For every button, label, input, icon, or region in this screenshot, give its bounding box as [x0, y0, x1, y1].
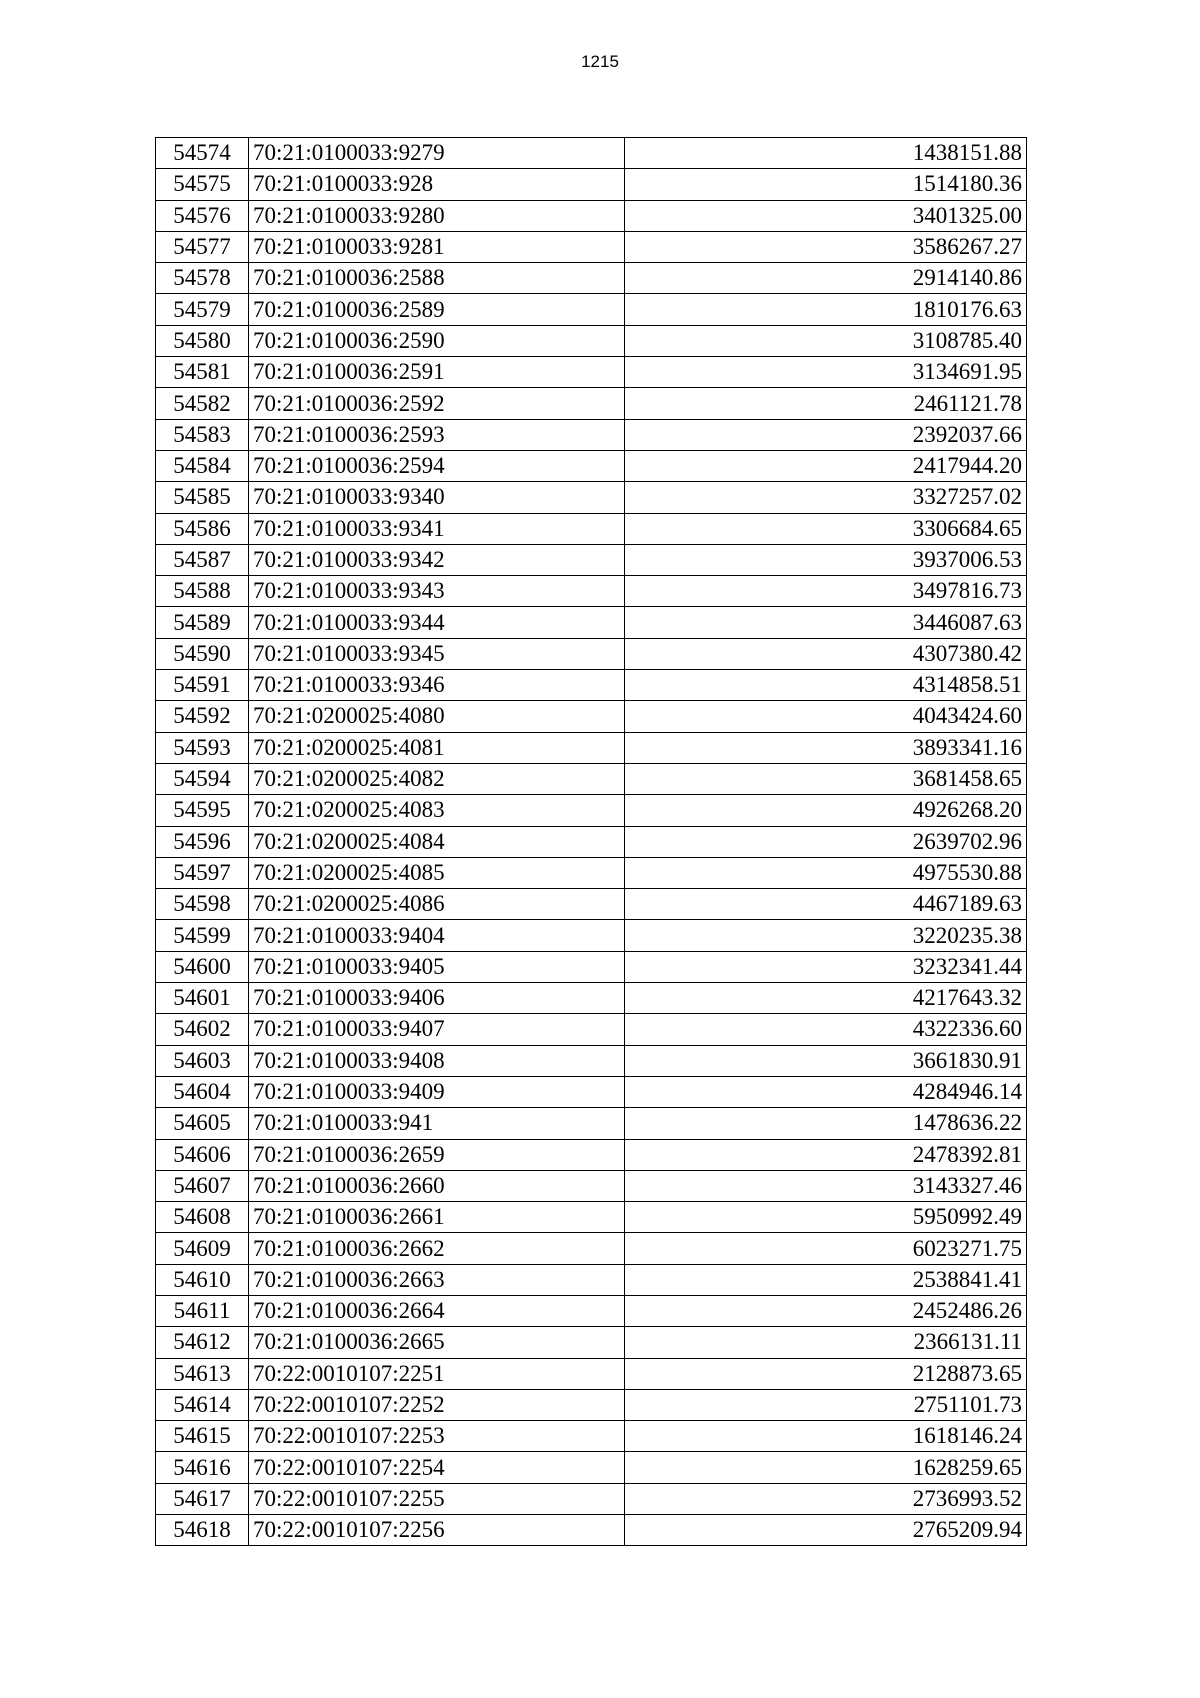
- row-number-cell: 54596: [156, 826, 249, 857]
- cadastral-value-cell: 2736993.52: [625, 1483, 1027, 1514]
- row-number-cell: 54610: [156, 1264, 249, 1295]
- row-number-cell: 54611: [156, 1295, 249, 1326]
- row-number-cell: 54600: [156, 951, 249, 982]
- cadastral-number-cell: 70:21:0100033:9341: [249, 513, 625, 544]
- cadastral-value-cell: 2751101.73: [625, 1389, 1027, 1420]
- cadastral-number-cell: 70:21:0100033:9342: [249, 544, 625, 575]
- cadastral-number-cell: 70:21:0200025:4081: [249, 732, 625, 763]
- cadastral-number-cell: 70:22:0010107:2251: [249, 1358, 625, 1389]
- table-row: [156, 200, 1027, 231]
- row-number-cell: 54583: [156, 419, 249, 450]
- table-row: [156, 1483, 1027, 1514]
- table-row: [156, 544, 1027, 575]
- cadastral-value-cell: 2914140.86: [625, 263, 1027, 294]
- cadastral-number-cell: 70:21:0100033:9405: [249, 951, 625, 982]
- table-row: [156, 1295, 1027, 1326]
- cadastral-number-cell: 70:21:0100036:2590: [249, 325, 625, 356]
- table-row: [156, 482, 1027, 513]
- cadastral-value-cell: 3108785.40: [625, 325, 1027, 356]
- cadastral-value-cell: 3446087.63: [625, 607, 1027, 638]
- cadastral-number-cell: 70:21:0200025:4080: [249, 701, 625, 732]
- table-row: [156, 294, 1027, 325]
- cadastral-number-cell: 70:21:0100033:9409: [249, 1076, 625, 1107]
- table-row: [156, 889, 1027, 920]
- cadastral-value-cell: 3220235.38: [625, 920, 1027, 951]
- cadastral-value-cell: 2128873.65: [625, 1358, 1027, 1389]
- cadastral-value-cell: 1810176.63: [625, 294, 1027, 325]
- cadastral-number-cell: 70:21:0100036:2660: [249, 1170, 625, 1201]
- cadastral-number-cell: 70:21:0100036:2589: [249, 294, 625, 325]
- row-number-cell: 54597: [156, 857, 249, 888]
- row-number-cell: 54585: [156, 482, 249, 513]
- cadastral-number-cell: 70:21:0100036:2664: [249, 1295, 625, 1326]
- row-number-cell: 54581: [156, 357, 249, 388]
- row-number-cell: 54580: [156, 325, 249, 356]
- row-number-cell: 54599: [156, 920, 249, 951]
- row-number-cell: 54603: [156, 1045, 249, 1076]
- cadastral-value-cell: 1628259.65: [625, 1452, 1027, 1483]
- cadastral-number-cell: 70:21:0100033:9407: [249, 1014, 625, 1045]
- cadastral-number-cell: 70:21:0100036:2588: [249, 263, 625, 294]
- cadastral-value-cell: 2392037.66: [625, 419, 1027, 450]
- cadastral-value-cell: 3661830.91: [625, 1045, 1027, 1076]
- row-number-cell: 54574: [156, 138, 249, 169]
- row-number-cell: 54584: [156, 450, 249, 481]
- table-row: [156, 576, 1027, 607]
- cadastral-value-cell: 4217643.32: [625, 983, 1027, 1014]
- cadastral-value-cell: 4307380.42: [625, 638, 1027, 669]
- row-number-cell: 54592: [156, 701, 249, 732]
- cadastral-number-cell: 70:21:0200025:4082: [249, 763, 625, 794]
- cadastral-value-cell: 3937006.53: [625, 544, 1027, 575]
- row-number-cell: 54576: [156, 200, 249, 231]
- row-number-cell: 54577: [156, 231, 249, 262]
- row-number-cell: 54590: [156, 638, 249, 669]
- table-row: [156, 263, 1027, 294]
- cadastral-number-cell: 70:21:0100033:9340: [249, 482, 625, 513]
- cadastral-number-cell: 70:21:0100036:2593: [249, 419, 625, 450]
- table-row: [156, 1014, 1027, 1045]
- table-row: [156, 983, 1027, 1014]
- table-row: [156, 138, 1027, 169]
- table-row: [156, 1233, 1027, 1264]
- cadastral-value-table: [155, 137, 1027, 1546]
- cadastral-number-cell: 70:22:0010107:2255: [249, 1483, 625, 1514]
- cadastral-number-cell: 70:21:0200025:4083: [249, 795, 625, 826]
- cadastral-number-cell: 70:21:0100033:941: [249, 1108, 625, 1139]
- row-number-cell: 54578: [156, 263, 249, 294]
- cadastral-value-cell: 1478636.22: [625, 1108, 1027, 1139]
- cadastral-value-cell: 4926268.20: [625, 795, 1027, 826]
- table-row: [156, 513, 1027, 544]
- cadastral-number-cell: 70:21:0200025:4084: [249, 826, 625, 857]
- cadastral-number-cell: 70:21:0100036:2591: [249, 357, 625, 388]
- cadastral-number-cell: 70:21:0100036:2592: [249, 388, 625, 419]
- cadastral-value-cell: 6023271.75: [625, 1233, 1027, 1264]
- row-number-cell: 54604: [156, 1076, 249, 1107]
- cadastral-value-cell: 2639702.96: [625, 826, 1027, 857]
- row-number-cell: 54608: [156, 1202, 249, 1233]
- table-row: [156, 1264, 1027, 1295]
- row-number-cell: 54616: [156, 1452, 249, 1483]
- cadastral-number-cell: 70:21:0100033:9408: [249, 1045, 625, 1076]
- table-row: [156, 920, 1027, 951]
- row-number-cell: 54593: [156, 732, 249, 763]
- cadastral-value-cell: 4314858.51: [625, 670, 1027, 701]
- row-number-cell: 54587: [156, 544, 249, 575]
- table-row: [156, 419, 1027, 450]
- cadastral-number-cell: 70:21:0200025:4085: [249, 857, 625, 888]
- table-row: [156, 1202, 1027, 1233]
- table-row: [156, 325, 1027, 356]
- row-number-cell: 54601: [156, 983, 249, 1014]
- cadastral-number-cell: 70:21:0100033:928: [249, 169, 625, 200]
- cadastral-number-cell: 70:21:0100036:2594: [249, 450, 625, 481]
- cadastral-value-cell: 2478392.81: [625, 1139, 1027, 1170]
- cadastral-value-cell: 4284946.14: [625, 1076, 1027, 1107]
- table-row: [156, 1421, 1027, 1452]
- table-row: [156, 701, 1027, 732]
- row-number-cell: 54582: [156, 388, 249, 419]
- table-row: [156, 1327, 1027, 1358]
- row-number-cell: 54606: [156, 1139, 249, 1170]
- page-number: 1215: [581, 52, 619, 71]
- table-row: [156, 231, 1027, 262]
- cadastral-value-cell: 2538841.41: [625, 1264, 1027, 1295]
- cadastral-value-cell: 3306684.65: [625, 513, 1027, 544]
- cadastral-number-cell: 70:22:0010107:2256: [249, 1515, 625, 1546]
- cadastral-number-cell: 70:21:0100033:9406: [249, 983, 625, 1014]
- row-number-cell: 54605: [156, 1108, 249, 1139]
- row-number-cell: 54589: [156, 607, 249, 638]
- cadastral-number-cell: 70:21:0100033:9343: [249, 576, 625, 607]
- table-row: [156, 357, 1027, 388]
- cadastral-value-cell: 1438151.88: [625, 138, 1027, 169]
- table-row: [156, 1358, 1027, 1389]
- row-number-cell: 54575: [156, 169, 249, 200]
- row-number-cell: 54594: [156, 763, 249, 794]
- cadastral-value-cell: 5950992.49: [625, 1202, 1027, 1233]
- table-row: [156, 795, 1027, 826]
- table-row: [156, 1139, 1027, 1170]
- cadastral-number-cell: 70:21:0100033:9404: [249, 920, 625, 951]
- cadastral-value-cell: 3586267.27: [625, 231, 1027, 262]
- table-row: [156, 638, 1027, 669]
- row-number-cell: 54607: [156, 1170, 249, 1201]
- table-body: [156, 138, 1027, 1546]
- cadastral-value-cell: 3893341.16: [625, 732, 1027, 763]
- row-number-cell: 54591: [156, 670, 249, 701]
- table-row: [156, 732, 1027, 763]
- cadastral-value-cell: 2366131.11: [625, 1327, 1027, 1358]
- cadastral-value-cell: 4043424.60: [625, 701, 1027, 732]
- table-row: [156, 388, 1027, 419]
- row-number-cell: 54579: [156, 294, 249, 325]
- cadastral-value-cell: 2452486.26: [625, 1295, 1027, 1326]
- table-row: [156, 1108, 1027, 1139]
- cadastral-number-cell: 70:21:0100036:2662: [249, 1233, 625, 1264]
- table-row: [156, 1076, 1027, 1107]
- cadastral-number-cell: 70:21:0200025:4086: [249, 889, 625, 920]
- cadastral-value-cell: 4322336.60: [625, 1014, 1027, 1045]
- row-number-cell: 54615: [156, 1421, 249, 1452]
- table-row: [156, 951, 1027, 982]
- cadastral-number-cell: 70:21:0100033:9279: [249, 138, 625, 169]
- table-row: [156, 1452, 1027, 1483]
- row-number-cell: 54588: [156, 576, 249, 607]
- cadastral-value-cell: 3232341.44: [625, 951, 1027, 982]
- row-number-cell: 54618: [156, 1515, 249, 1546]
- row-number-cell: 54612: [156, 1327, 249, 1358]
- cadastral-number-cell: 70:21:0100036:2659: [249, 1139, 625, 1170]
- cadastral-value-cell: 2765209.94: [625, 1515, 1027, 1546]
- cadastral-value-cell: 3143327.46: [625, 1170, 1027, 1201]
- cadastral-value-cell: 2461121.78: [625, 388, 1027, 419]
- cadastral-number-cell: 70:21:0100033:9344: [249, 607, 625, 638]
- cadastral-number-cell: 70:22:0010107:2254: [249, 1452, 625, 1483]
- cadastral-value-cell: 4467189.63: [625, 889, 1027, 920]
- cadastral-number-cell: 70:22:0010107:2253: [249, 1421, 625, 1452]
- row-number-cell: 54617: [156, 1483, 249, 1514]
- cadastral-value-cell: 3681458.65: [625, 763, 1027, 794]
- table-row: [156, 169, 1027, 200]
- row-number-cell: 54613: [156, 1358, 249, 1389]
- table-row: [156, 607, 1027, 638]
- cadastral-number-cell: 70:21:0100033:9346: [249, 670, 625, 701]
- row-number-cell: 54614: [156, 1389, 249, 1420]
- table-row: [156, 450, 1027, 481]
- cadastral-value-cell: 3497816.73: [625, 576, 1027, 607]
- cadastral-number-cell: 70:21:0100036:2665: [249, 1327, 625, 1358]
- table-row: [156, 763, 1027, 794]
- row-number-cell: 54598: [156, 889, 249, 920]
- table-row: [156, 1389, 1027, 1420]
- cadastral-value-cell: 1618146.24: [625, 1421, 1027, 1452]
- table-row: [156, 1515, 1027, 1546]
- cadastral-number-cell: 70:21:0100036:2661: [249, 1202, 625, 1233]
- row-number-cell: 54595: [156, 795, 249, 826]
- cadastral-value-cell: 1514180.36: [625, 169, 1027, 200]
- cadastral-number-cell: 70:21:0100033:9345: [249, 638, 625, 669]
- row-number-cell: 54602: [156, 1014, 249, 1045]
- cadastral-value-cell: 2417944.20: [625, 450, 1027, 481]
- table-row: [156, 670, 1027, 701]
- cadastral-number-cell: 70:22:0010107:2252: [249, 1389, 625, 1420]
- cadastral-number-cell: 70:21:0100033:9280: [249, 200, 625, 231]
- cadastral-value-cell: 3134691.95: [625, 357, 1027, 388]
- table-row: [156, 857, 1027, 888]
- table-row: [156, 1170, 1027, 1201]
- cadastral-value-cell: 3401325.00: [625, 200, 1027, 231]
- cadastral-value-cell: 3327257.02: [625, 482, 1027, 513]
- table-row: [156, 1045, 1027, 1076]
- cadastral-value-cell: 4975530.88: [625, 857, 1027, 888]
- cadastral-number-cell: 70:21:0100033:9281: [249, 231, 625, 262]
- table-row: [156, 826, 1027, 857]
- row-number-cell: 54586: [156, 513, 249, 544]
- cadastral-number-cell: 70:21:0100036:2663: [249, 1264, 625, 1295]
- row-number-cell: 54609: [156, 1233, 249, 1264]
